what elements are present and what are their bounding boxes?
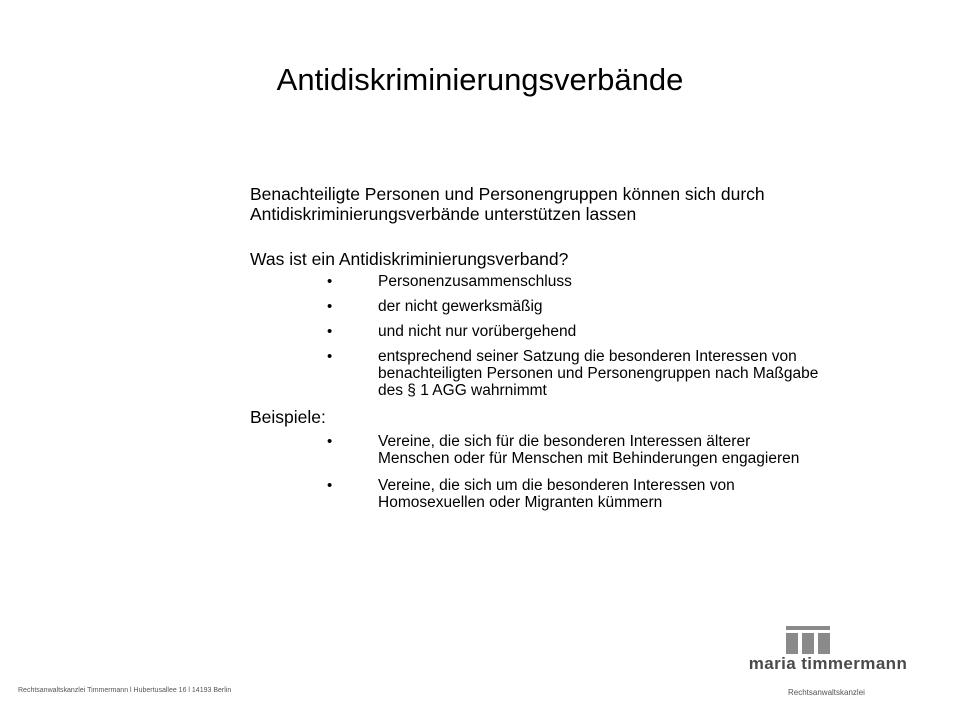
company-logo [742, 620, 914, 680]
examples-heading: Beispiele: [250, 407, 326, 427]
bullet-icon: • [327, 433, 333, 450]
list-item [250, 323, 820, 340]
question-heading: Was ist ein Antidiskriminierungsverband? [250, 249, 569, 269]
bullet-icon: • [327, 298, 333, 315]
list-item [250, 477, 820, 511]
bullet-icon: • [327, 477, 333, 494]
slide-content [250, 184, 820, 521]
list-item [250, 433, 820, 467]
list-item-text: der nicht gewerksmäßig [378, 298, 543, 315]
intro-paragraph: Benachteiligte Personen und Personengruppen können sich durch Antidiskriminierungsverbände unterstützen lassen [250, 184, 765, 224]
list-item [250, 298, 820, 315]
footer-address: Rechtsanwaltskanzlei Timmermann l Hubertusallee 16 l 14193 Berlin [18, 687, 232, 694]
list-item [250, 348, 820, 399]
logo-text: maria timmermann [748, 654, 908, 673]
slide-title: Antidiskriminierungsverbände [276, 62, 684, 97]
footer-tagline: Rechtsanwaltskanzlei [788, 688, 865, 697]
examples-list [250, 433, 820, 511]
list-item-text: Personenzusammenschluss [378, 273, 572, 290]
bullet-icon: • [327, 323, 333, 340]
definition-list [250, 273, 820, 399]
list-item-text: Vereine, die sich um die besonderen Interessen von Homosexuellen oder Migranten kümmern [378, 477, 735, 511]
list-item-text: Vereine, die sich für die besonderen Interessen älterer Menschen oder für Menschen mit Behinderungen engagieren [378, 433, 800, 467]
logo-mark-icon [786, 626, 830, 654]
list-item-text: entsprechend seiner Satzung die besonderen Interessen von benachteiligten Personen und Personengruppen nach Maßgabe des § 1 AGG wahrnimmt [378, 348, 819, 399]
bullet-icon: • [327, 348, 333, 365]
list-item [250, 273, 820, 290]
list-item-text: und nicht nur vorübergehend [378, 323, 577, 340]
bullet-icon: • [327, 273, 333, 290]
